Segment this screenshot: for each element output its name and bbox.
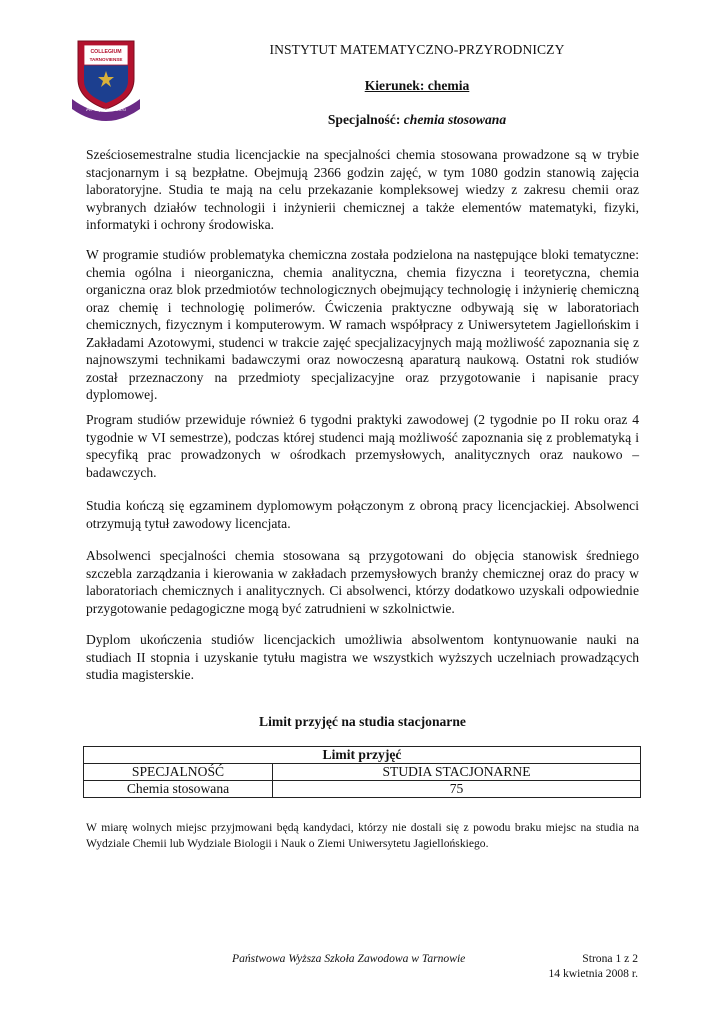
limit-table-title: Limit przyjęć bbox=[84, 747, 641, 764]
specjalnosc-value: chemia stosowana bbox=[403, 112, 507, 127]
specjalnosc-heading bbox=[150, 112, 684, 128]
paragraph-graduates: Absolwenci specjalności chemia stosowana są przygotowani do objęcia stanowisk średniego szczebla zarządzania i kierowania w zakładach przemysłowych branży chemicznej oraz do pracy w laboratoriach chemicznych i analitycznych. Ci absolwenci, którzy dodatkowo uzyskali odpowiednie przygotowanie pedagogiczne mogą być zatrudnieni w szkolnictwie. bbox=[86, 548, 639, 616]
logo-text-top: COLLEGIUM bbox=[90, 49, 122, 55]
limit-heading: Limit przyjęć na studia stacjonarne bbox=[259, 714, 466, 729]
table-row bbox=[84, 747, 641, 764]
logo-text-bottom: TARNOVIENSE bbox=[89, 57, 123, 62]
table-row bbox=[84, 764, 641, 781]
cell-limit-value: 75 bbox=[273, 781, 641, 798]
paragraph-internship: Program studiów przewiduje również 6 tygodni praktyki zawodowej (2 tygodnie po II roku oraz 4 tygodnie w VI semestrze), podczas której studenci mają możliwość zapoznania się z problematyką i specyfiką prac prowadzonych w ośrodkach przemysłowych, analitycznych oraz naukowo – badawczych. bbox=[86, 412, 639, 480]
footer-institution: Państwowa Wyższa Szkoła Zawodowa w Tarnowie bbox=[232, 952, 466, 965]
kierunek-heading: Kierunek: chemia bbox=[364, 78, 470, 93]
cell-specjalnosc-name: Chemia stosowana bbox=[84, 781, 273, 798]
table-row bbox=[84, 781, 641, 798]
paragraph-exam: Studia kończą się egzaminem dyplomowym połączonym z obroną pracy licencjackiej. Absolwenci otrzymują tytuł zawodowy licencjata. bbox=[86, 498, 639, 531]
limit-table bbox=[83, 746, 641, 798]
specjalnosc-label: Specjalność: bbox=[327, 112, 404, 127]
paragraph-program: W programie studiów problematyka chemiczna została podzielona na następujące bloki tematyczne: chemia ogólna i nieorganiczna, chemia analityczna, chemia fizyczna i teoretyczna, chemia organiczna oraz blok przedmiotów technologicznych obejmujący technologię i inżynierię chemiczną oraz chemię i technologię polimerów. Ćwiczenia praktyczne odbywają się w laboratoriach chemicznych, fizycznym i komputerowym. W ramach współpracy z Uniwersytetem Jagiellońskim i Zakładami Azotowymi, studenci w trakcie zajęć specjalizacyjnych mają możliwość zapoznania się z najnowszymi technikami badawczymi oraz nowoczesną aparaturą naukową. Ostatni rok studiów został przeznaczony na przedmioty specjalizacyjne oraz przygotowanie i napisanie pracy dyplomowej. bbox=[86, 247, 639, 402]
logo-motto: Per aspera ad astra bbox=[86, 108, 126, 113]
column-header-studia: STUDIA STACJONARNE bbox=[273, 764, 641, 781]
collegium-tarnoviense-logo bbox=[70, 35, 142, 121]
admission-note: W miarę wolnych miejsc przyjmowani będą kandydaci, którzy nie dostali się z powodu braku miejsc na studia na Wydziale Chemii lub Wydziale Biologii i Nauk o Ziemi Uniwersytetu Jagiellońskiego. bbox=[86, 821, 639, 850]
paragraph-diploma: Dyplom ukończenia studiów licencjackich umożliwia absolwentom kontynuowanie nauki na studiach II stopnia i uzyskanie tytułu magistra we wszystkich wyższych uczelniach prowadzących studia magisterskie. bbox=[86, 632, 639, 682]
column-header-specjalnosc: SPECJALNOŚĆ bbox=[84, 764, 273, 781]
footer-page-number: Strona 1 z 2 bbox=[582, 952, 638, 965]
footer-date: 14 kwietnia 2008 r. bbox=[548, 967, 638, 980]
paragraph-intro: Sześciosemestralne studia licencjackie na specjalności chemia stosowana prowadzone są w trybie stacjonarnym i są bezpłatne. Obejmują 2366 godzin zajęć, w tym 1080 godzin stanowią zajęcia laboratoryjne. Studia te mają na celu przekazanie kompleksowej wiedzy z zakresu chemii oraz wybranych działów technologii i inżynierii chemicznej a także elementów matematyki, fizyki, informatyki i ochrony środowiska. bbox=[86, 147, 639, 232]
institute-title: INSTYTUT MATEMATYCZNO-PRZYRODNICZY bbox=[269, 42, 565, 57]
